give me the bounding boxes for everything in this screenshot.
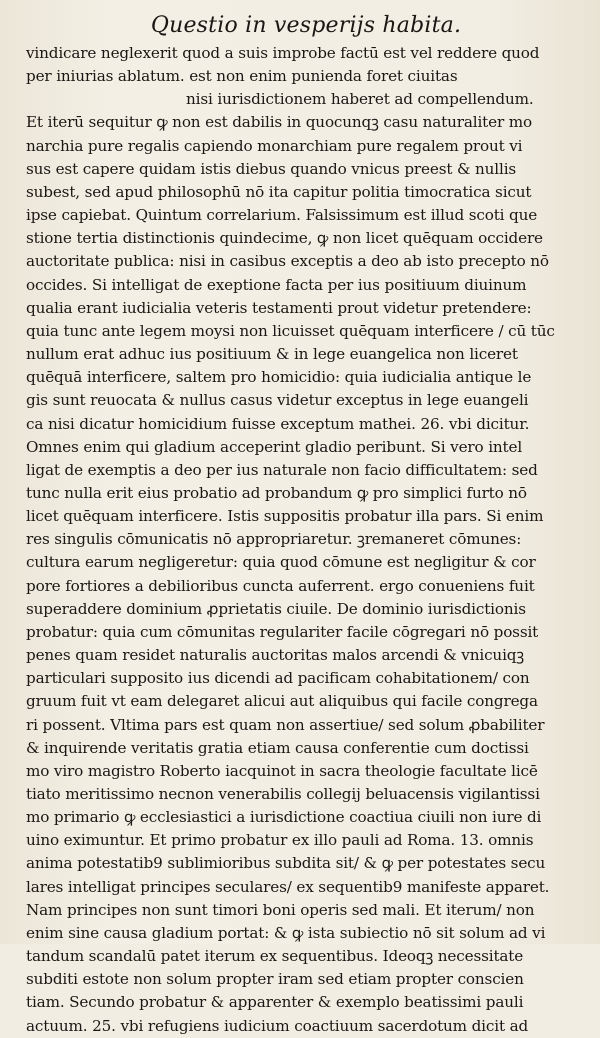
- text-line: tiam. Secundo probatur & apparenter & exemplo beatissimi pauli: [26, 993, 524, 1012]
- text-line: & inquirende veritatis gratia etiam causa conferentie cum doctissi: [26, 738, 529, 757]
- text-line: Et iterū sequitur ꝙ non est dabilis in quocunqꝫ casu naturaliter mo: [26, 113, 533, 132]
- text-line: tandum scandalū patet iterum ex sequentibus. Ideoqꝫ necessitate: [26, 947, 524, 966]
- text-line: actuum. 25. vbi refugiens iudicium coactiuum sacerdotum dicit ad: [26, 1016, 529, 1035]
- text-line: Nam principes non sunt timori boni operis sed mali. Et iterum/ non: [26, 900, 535, 919]
- text-line: nisi iurisdictionem haberet ad compellendum.: [186, 90, 534, 109]
- text-line: subest, sed apud philosophū nō ita capitur politia timocratica sicut: [26, 182, 532, 201]
- body-text: [26, 42, 586, 1038]
- text-line: cultura earum negligeretur: quia quod cōmune est negligitur & cor: [26, 553, 536, 572]
- text-line: res singulis cōmunicatis nō appropriaretur. ꝫremaneret cōmunes:: [26, 530, 522, 549]
- text-line: quia tunc ante legem moysi non licuisset quēquam interficere / cū tūc: [26, 321, 555, 340]
- text-line: uino eximuntur. Et primo probatur ex illo pauli ad Roma. 13. omnis: [26, 831, 534, 850]
- text-line: tunc nulla erit eius probatio ad probandum ꝙ pro simplici furto nō: [26, 483, 527, 502]
- text-line: stione tertia distinctionis quindecime, ꝙ non licet quēquam occidere: [26, 229, 543, 248]
- text-line: ri possent. Vltima pars est quam non assertiue/ sed solum ꝓbabiliter: [26, 715, 545, 734]
- text-line: superaddere dominium ꝓprietatis ciuile. De dominio iurisdictionis: [26, 599, 526, 618]
- text-line: quēquā interficere, saltem pro homicidio: quia iudicialia antique le: [26, 368, 532, 387]
- text-line: probatur: quia cum cōmunitas regulariter facile cōgregari nō possit: [26, 622, 539, 641]
- text-line: ca nisi dicatur homicidium fuisse exceptum mathei. 26. vbi dicitur.: [26, 414, 530, 433]
- text-line: sus est capere quidam istis diebus quando vnicus preest & nullis: [26, 159, 517, 178]
- text-line: gruum fuit vt eam delegaret alicui aut aliquibus qui facile congrega: [26, 692, 538, 711]
- text-line: ipse capiebat. Quintum correlarium. Falsissimum est illud scoti que: [26, 206, 538, 225]
- text-line: occides. Si intelligat de exeptione facta per ius positiuum diuinum: [26, 275, 527, 294]
- text-line: licet quēquam interficere. Istis suppositis probatur illa pars. Si enim: [26, 507, 544, 526]
- text-line: mo viro magistro Roberto iacquinot in sacra theologie facultate licē: [26, 761, 538, 780]
- text-line: particulari supposito ius dicendi ad pacificam cohabitationem/ con: [26, 669, 530, 688]
- text-line: narchia pure regalis capiendo monarchiam pure regalem prout vi: [26, 136, 523, 155]
- text-line: gis sunt reuocata & nullus casus videtur exceptus in lege euangeli: [26, 391, 529, 410]
- text-line: per iniurias ablatum. est non enim punienda foret ciuitas: [26, 67, 458, 86]
- text-line: auctoritate publica: nisi in casibus exceptis a deo ab isto precepto nō: [26, 252, 549, 271]
- text-line: anima potestatib9 sublimioribus subdita sit/ & ꝙ per potestates secu: [26, 854, 546, 873]
- text-line: nullum erat adhuc ius positiuum & in lege euangelica non liceret: [26, 345, 518, 364]
- text-line: subditi estote non solum propter iram sed etiam propter conscien: [26, 970, 524, 989]
- text-line: vindicare neglexerit quod a suis improbe factū est vel reddere quod: [26, 44, 540, 62]
- text-line: ligat de exemptis a deo per ius naturale non facio difficultatem: sed: [26, 460, 538, 479]
- text-line: mo primario ꝙ ecclesiastici a iurisdictione coactiua ciuili non iure di: [26, 808, 542, 827]
- text-line: lares intelligat principes seculares/ ex sequentib9 manifeste apparet.: [26, 877, 550, 896]
- text-line: qualia erant iudicialia veteris testamenti prout videtur pretendere:: [26, 298, 532, 317]
- text-line: Omnes enim qui gladium acceperint gladio peribunt. Si vero intel: [26, 437, 523, 456]
- text-line: tiato meritissimo necnon venerabilis collegij beluacensis vigilantissi: [26, 785, 540, 803]
- text-line: penes quam residet naturalis auctoritas malos arcendi & vnicuiqꝫ: [26, 646, 524, 665]
- running-head: Questio in vesperijs habita.: [150, 13, 462, 38]
- text-line: pore fortiores a debilioribus cuncta auferrent. ergo conueniens fuit: [26, 576, 535, 595]
- text-line: enim sine causa gladium portat: & ꝙ ista subiectio nō sit solum ad vi: [26, 923, 546, 942]
